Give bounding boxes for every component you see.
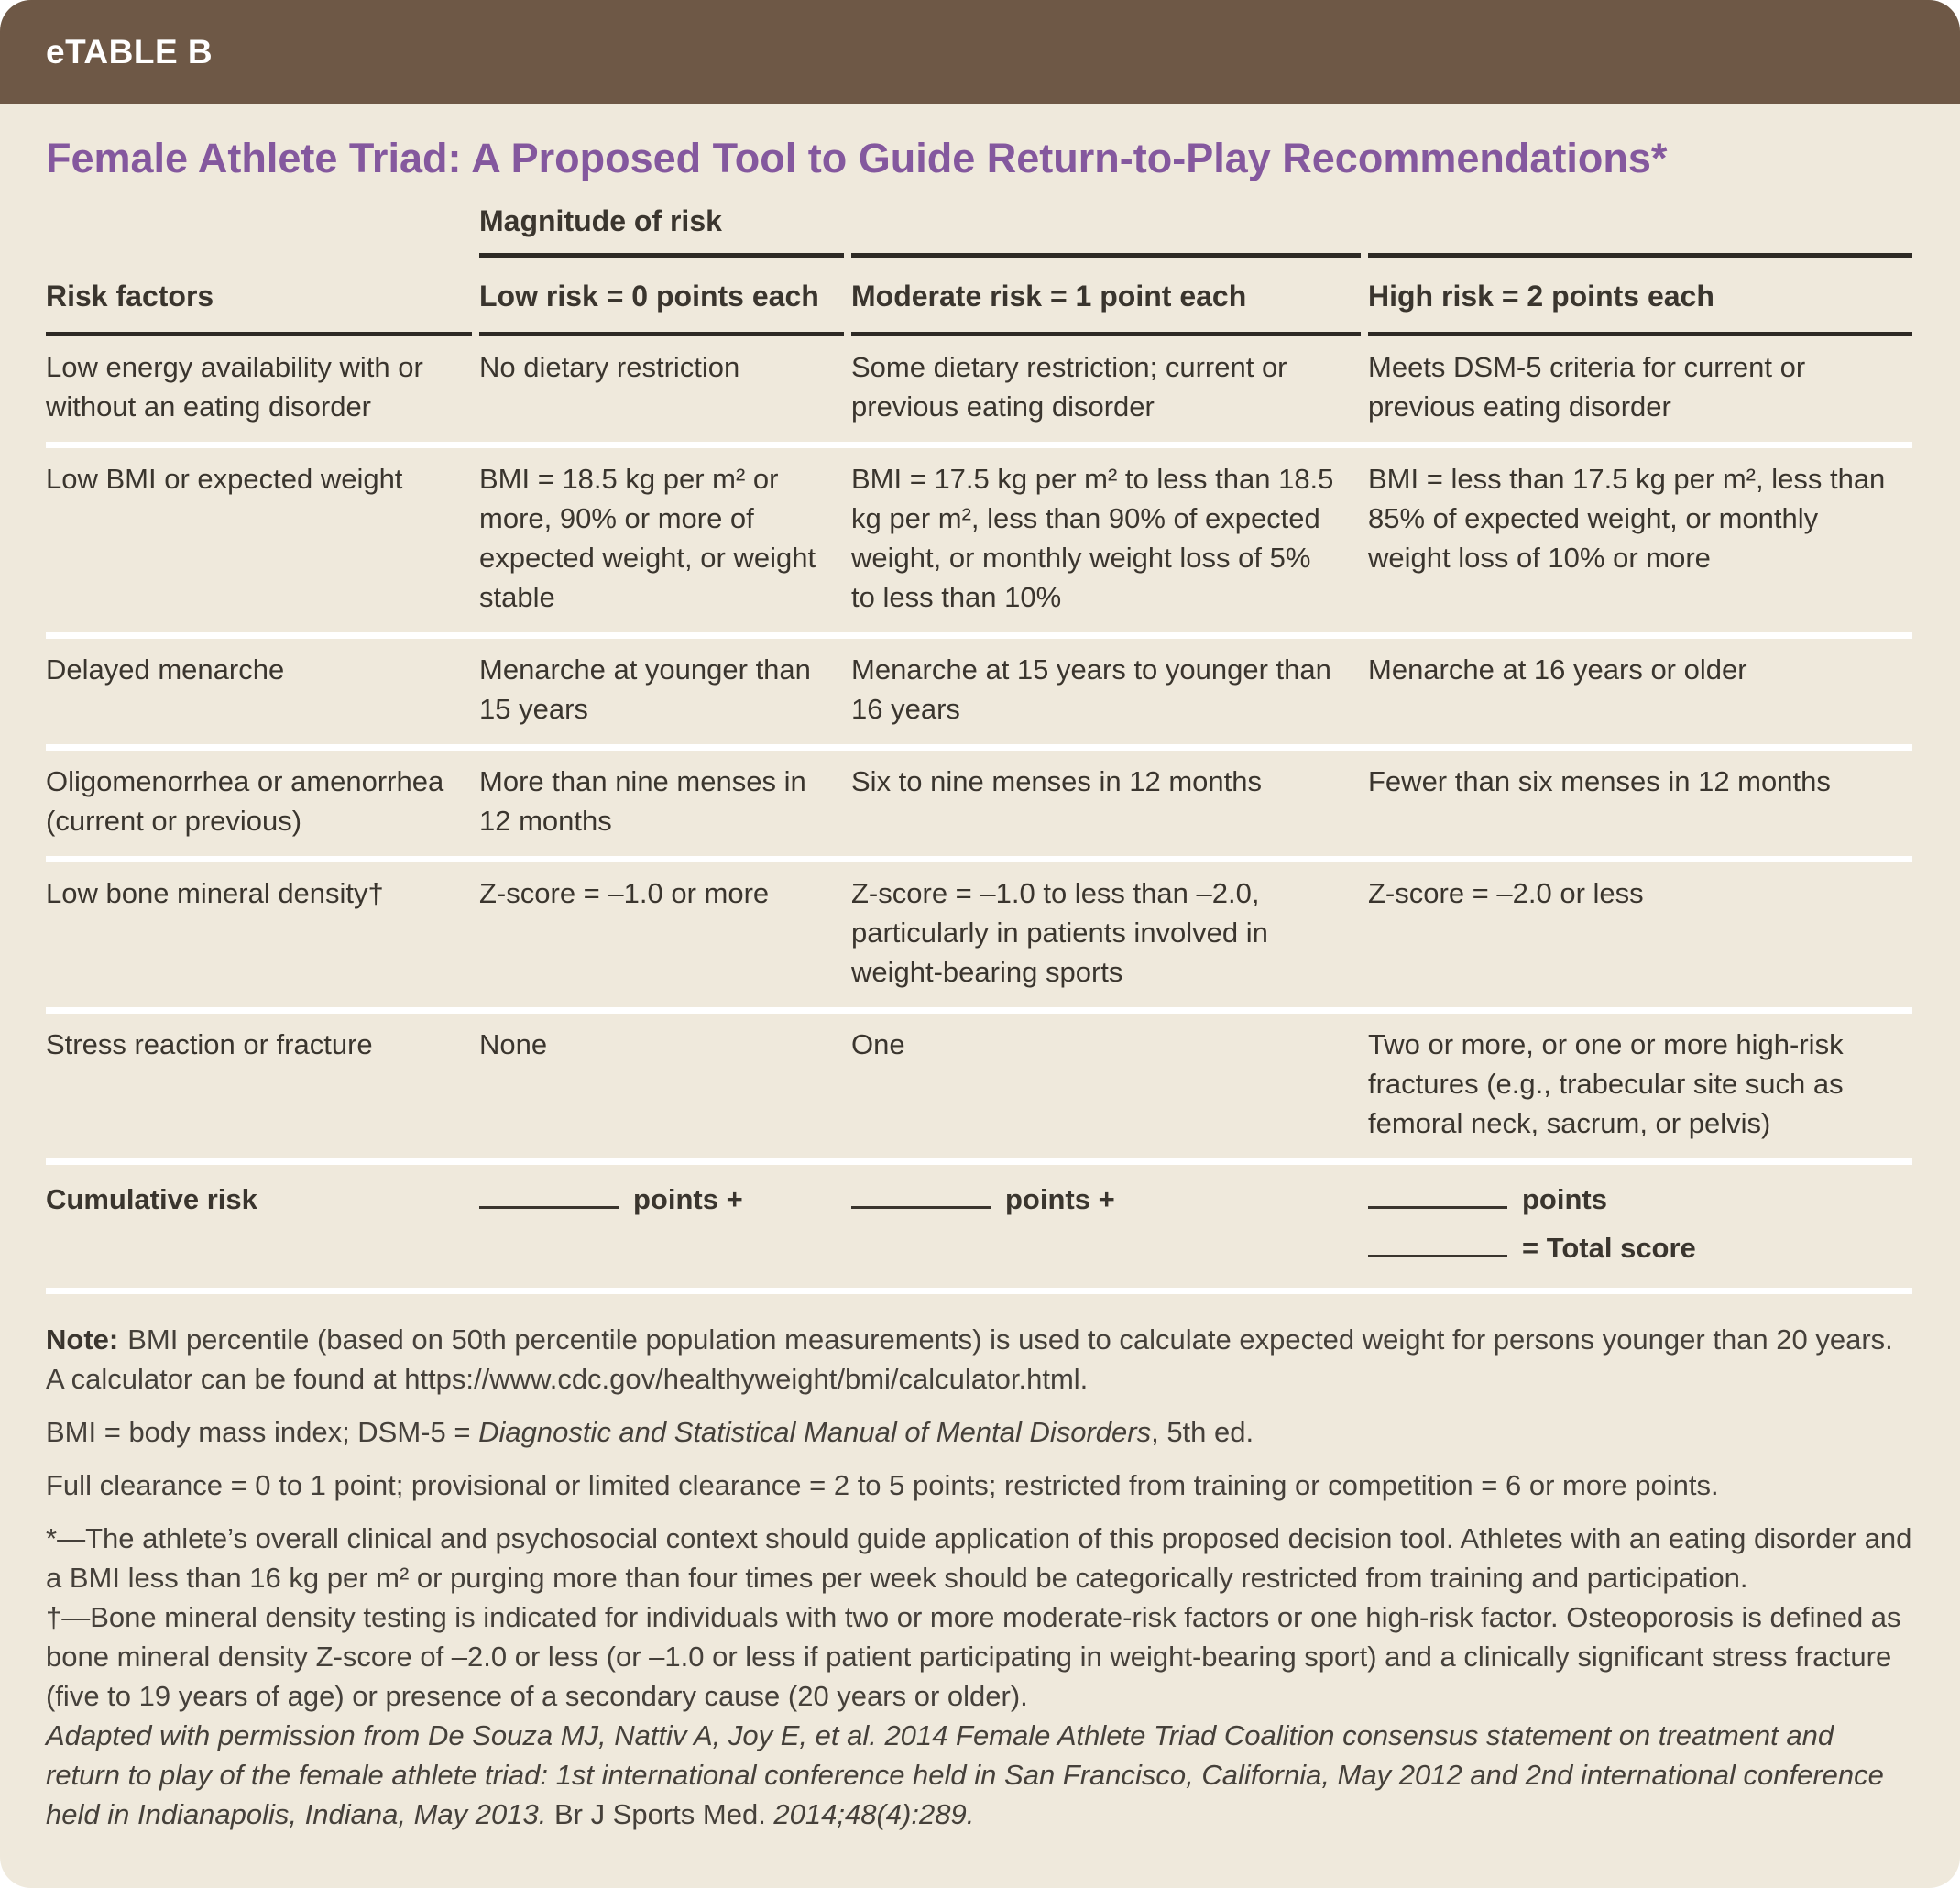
abbreviation-post: , 5th ed. bbox=[1151, 1415, 1254, 1448]
clearance-note: Full clearance = 0 to 1 point; provisional or limited clearance = 2 to 5 points; restricted from training or competition = 6 or more points. bbox=[46, 1468, 1719, 1501]
cell-high: BMI = less than 17.5 kg per m², less than 85% of expected weight, or monthly weight loss of 10% or more bbox=[1368, 462, 1886, 574]
column-header-low: Low risk = 0 points each bbox=[479, 279, 819, 313]
cell-low: BMI = 18.5 kg per m² or more, 90% or more of expected weight, or weight stable bbox=[479, 462, 816, 613]
cumulative-label: Cumulative risk bbox=[46, 1182, 257, 1215]
cell-moderate: Six to nine menses in 12 months bbox=[851, 764, 1263, 797]
cell-high: Two or more, or one or more high-risk fractures (e.g., trabecular site such as femoral neck, sacrum, or pelvis) bbox=[1368, 1027, 1844, 1139]
cell-factor: Delayed menarche bbox=[46, 653, 285, 686]
cell-moderate: BMI = 17.5 kg per m² to less than 18.5 kg per m², less than 90% of expected weight, or monthly weight loss of 5% to less than 10% bbox=[851, 462, 1334, 613]
cumulative-low bbox=[479, 1165, 844, 1288]
points-line bbox=[1368, 1180, 1889, 1219]
note-paragraph bbox=[46, 1320, 1912, 1399]
cell-high: Z-score = –2.0 or less bbox=[1368, 876, 1644, 909]
row-separator bbox=[46, 632, 1912, 639]
column-header-moderate: Moderate risk = 1 point each bbox=[851, 279, 1247, 313]
cell-factor: Low BMI or expected weight bbox=[46, 462, 403, 495]
cell-factor: Low bone mineral density† bbox=[46, 876, 384, 909]
blank-line bbox=[851, 1206, 991, 1209]
citation bbox=[46, 1716, 1912, 1874]
magnitude-header: Magnitude of risk bbox=[479, 203, 722, 237]
table-title: Female Athlete Triad: A Proposed Tool to Guide Return-to-Play Recommendations* bbox=[46, 135, 1668, 181]
citation-italic-1: Adapted with permission from De Souza MJ, Nattiv A, Joy E, et al. 2014 Female Athlete Triad Coalition consensus statement on treatment and return to play of the female athlete triad: 1st international conference held in San Francisco, California, May 2012 and 2nd international conference held in Indianapolis, Indiana, May 2013. bbox=[46, 1718, 1884, 1830]
table-row bbox=[46, 862, 1912, 1007]
cell-moderate: Menarche at 15 years to younger than 16 years bbox=[851, 653, 1331, 725]
header-band bbox=[0, 0, 1960, 104]
row-separator bbox=[46, 744, 1912, 751]
cell-factor: Low energy availability with or without an eating disorder bbox=[46, 350, 423, 423]
row-separator bbox=[46, 856, 1912, 862]
notes-section bbox=[46, 1294, 1912, 1874]
abbreviation-note bbox=[46, 1412, 1912, 1452]
row-separator bbox=[46, 442, 1912, 448]
cumulative-risk-row bbox=[46, 1165, 1912, 1288]
table-bottom-separator bbox=[46, 1288, 1912, 1294]
abbreviation-pre: BMI = body mass index; DSM-5 = bbox=[46, 1415, 479, 1448]
cell-low: Menarche at younger than 15 years bbox=[479, 653, 811, 725]
blank-line bbox=[479, 1206, 619, 1209]
footnote-dagger: †—Bone mineral density testing is indicated for individuals with two or more moderate-risk factors or one high-risk factor. Osteoporosis is defined as bone mineral density Z-score of –2.0 or less (or –1.0 or less if patient participating in weight-bearing sport) and a clinically significant stress fracture (five to 19 years of age) or presence of a secondary cause (20 years or older). bbox=[46, 1600, 1901, 1712]
row-separator bbox=[46, 1158, 1912, 1165]
cumulative-high bbox=[1368, 1165, 1912, 1288]
abbreviation-italic: Diagnostic and Statistical Manual of Mental Disorders bbox=[478, 1415, 1152, 1448]
cell-factor: Stress reaction or fracture bbox=[46, 1027, 373, 1060]
cell-high: Fewer than six menses in 12 months bbox=[1368, 764, 1831, 797]
cell-factor: Oligomenorrhea or amenorrhea (current or previous) bbox=[46, 764, 444, 837]
blank-line bbox=[1368, 1255, 1507, 1257]
points-plus-label: points + bbox=[633, 1182, 743, 1215]
table-content bbox=[0, 135, 1960, 1874]
citation-journal: Br J Sports Med. bbox=[553, 1797, 766, 1830]
row-separator bbox=[46, 1007, 1912, 1014]
total-score-label: = Total score bbox=[1522, 1231, 1696, 1264]
column-header-risk-factors: Risk factors bbox=[46, 279, 214, 313]
cell-high: Meets DSM-5 criteria for current or previous eating disorder bbox=[1368, 350, 1806, 423]
column-header-row bbox=[46, 258, 1912, 332]
table-row bbox=[46, 1014, 1912, 1158]
note-text: BMI percentile (based on 50th percentile population measurements) is used to calculate expected weight for persons younger than 20 years. A calculator can be found at https://www.cdc.gov/healthyweight/bmi/calculator.html. bbox=[46, 1323, 1893, 1395]
citation-italic-2: 2014;48(4):289. bbox=[765, 1797, 975, 1830]
points-plus-label: points + bbox=[1005, 1182, 1115, 1215]
table-row bbox=[46, 751, 1912, 856]
column-header-high: High risk = 2 points each bbox=[1368, 279, 1714, 313]
cell-low: Z-score = –1.0 or more bbox=[479, 876, 770, 909]
cell-moderate: Z-score = –1.0 to less than –2.0, particularly in patients involved in weight-bearing sports bbox=[851, 876, 1268, 988]
blank-line bbox=[1368, 1206, 1507, 1209]
footnote-star: *—The athlete’s overall clinical and psychosocial context should guide application of this proposed decision tool. Athletes with an eating disorder and a BMI less than 16 kg per m² or purging more than four times per week should be categorically restricted from training and participation. bbox=[46, 1521, 1912, 1594]
cumulative-moderate bbox=[851, 1165, 1361, 1288]
cell-low: None bbox=[479, 1027, 548, 1060]
cell-low: More than nine menses in 12 months bbox=[479, 764, 806, 837]
cell-moderate: Some dietary restriction; current or previous eating disorder bbox=[851, 350, 1287, 423]
points-label: points bbox=[1522, 1182, 1607, 1215]
table-row bbox=[46, 639, 1912, 744]
cell-moderate: One bbox=[851, 1027, 905, 1060]
note-label: Note: bbox=[46, 1323, 119, 1356]
table-row bbox=[46, 336, 1912, 442]
cell-low: No dietary restriction bbox=[479, 350, 740, 383]
magnitude-header-row bbox=[46, 204, 1912, 253]
etable-tag: eTABLE B bbox=[46, 32, 214, 71]
cell-high: Menarche at 16 years or older bbox=[1368, 653, 1747, 686]
table-row bbox=[46, 448, 1912, 632]
total-score-line bbox=[1368, 1228, 1889, 1268]
